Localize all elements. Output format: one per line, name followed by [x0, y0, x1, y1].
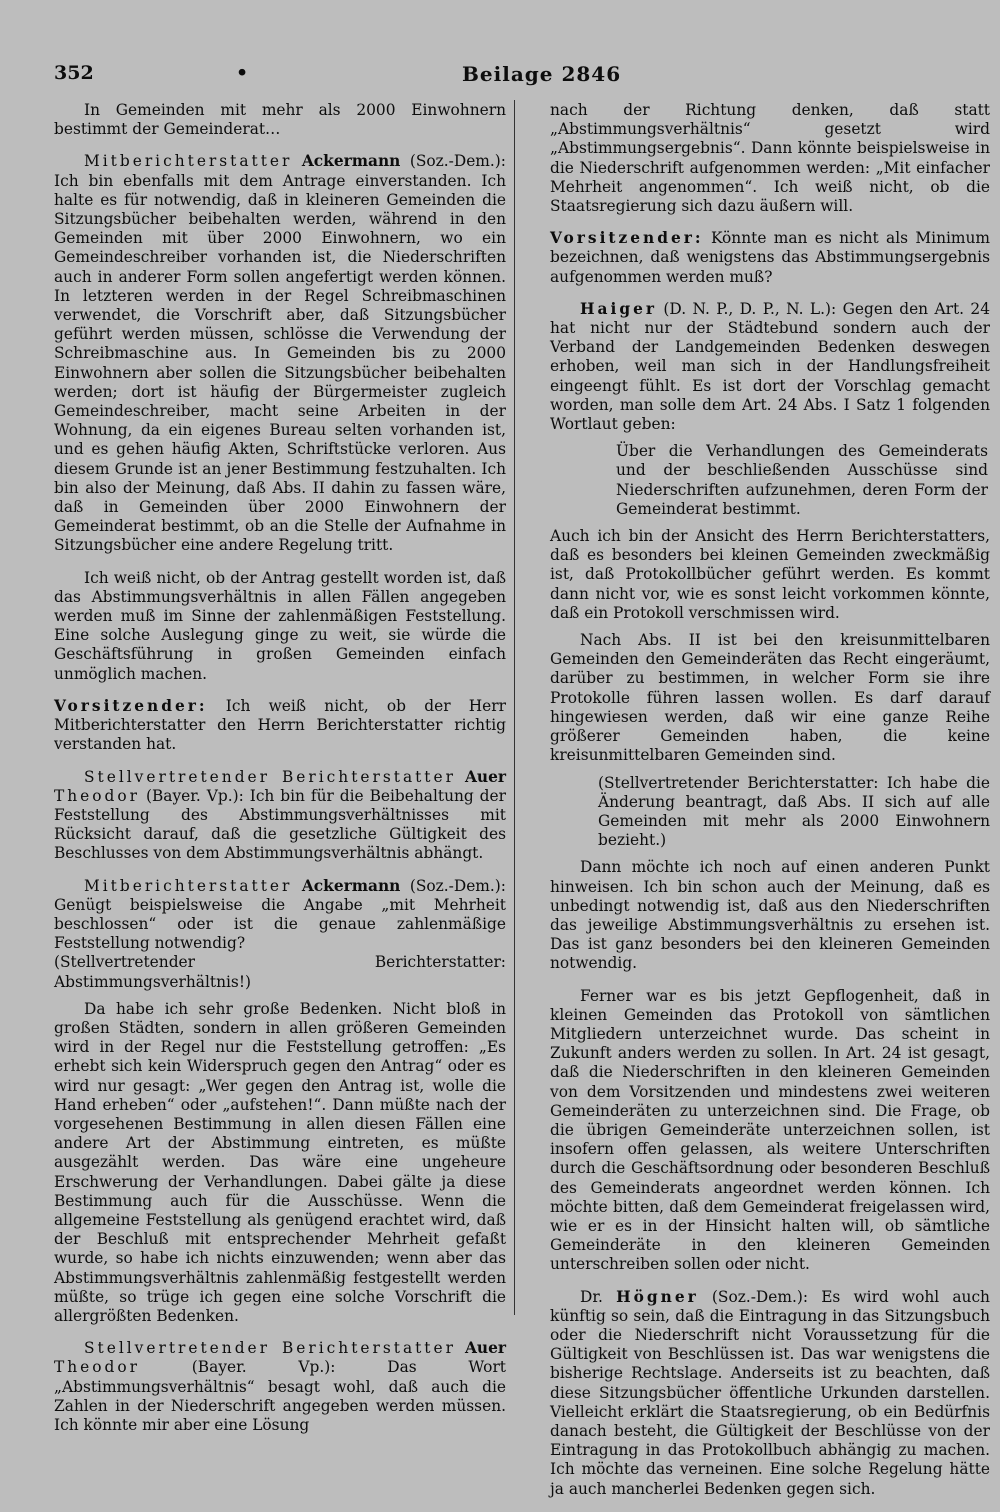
speaker-name: Vorsitzender:	[550, 229, 704, 248]
speaker-name: Haiger	[580, 299, 658, 318]
speech-text: Das Wort „Abstimmungsverhältnis“ besagt wohl, daß auch die Zahlen in der Niederschrift angegeben werden müssen. Ich könnte mir aber eine Lösung	[54, 1358, 506, 1434]
page-header	[0, 62, 1000, 96]
paragraph: Dann möchte ich noch auf einen anderen Punkt hinweisen. Ich bin schon auch der Meinung, daß es unbedingt notwendig ist, daß aus den Niederschriften das jeweilige Abstimmungsverhältnis zu ersehen ist. Das ist ganz besonders bei den kleineren Gemeinden notwendig.	[550, 858, 990, 973]
left-column	[54, 101, 506, 1448]
quoted-wording: Über die Verhandlungen des Gemeinderats und der beschließenden Ausschüsse sind Niederschriften aufzunehmen, deren Form der Gemeinderat bestimmt.	[616, 442, 988, 518]
speaker-role: Stellvertretender Berichterstatter	[84, 1339, 456, 1358]
speech-paragraph	[550, 229, 990, 287]
speech-text: Ich bin ebenfalls mit dem Antrage einverstanden. Ich halte es für notwendig, daß in kleineren Gemeinden die Sitzungsbücher beibehalten werden, während in den Gemeinden mit über 2000 Einwohnern, wo ein Gemeindeschreiber vorhanden ist, die Niederschriften auch in anderer Form sollen angefertigt werden können. In letzteren werden in der Regel Schreibmaschinen verwendet, die Vorschrift aber, daß Sitzungsbücher geführt werden müssen, schlösse die Verwendung der Schreibmaschine aus. In Gemeinden bis zu 2000 Einwohnern aber sollen die Sitzungsbücher beibehalten werden; dort ist häufig der Bürgermeister zugleich Gemeindeschreiber, macht seine Arbeiten in der Wohnung, da ein eigenes Bureau selten vorhanden ist, und es gehen häufig Akten, Schriftstücke verloren. Aus diesem Grunde ist an jener Bestimmung festzuhalten. Ich bin also der Meinung, daß Abs. II dahin zu fassen wäre, daß in Gemeinden über 2000 Einwohnern der Gemeinderat bestimmt, ob an die Stelle der Aufnahme in Sitzungsbücher eine andere Regelung tritt.	[54, 171, 506, 555]
speaker-party: (Bayer. Vp.):	[145, 786, 244, 805]
interjection: (Stellvertretender Berichterstatter: Abstimmungsverhältnis!)	[54, 953, 506, 991]
paragraph: Da habe ich sehr große Bedenken. Nicht bloß in großen Städten, sondern in allen größeren Gemeinden wird in der Regel nur die Feststellung getroffen: „Es erhebt sich kein Widerspruch gegen den Antrag“ oder es wird nur gesagt: „Wer gegen den Antrag ist, wolle die Hand erheben“ oder „aufstehen!“. Dann müßte nach der vorgesehenen Bestimmung in allen diesen Fällen eine andere Art der Abstimmung eintreten, es müßte ausgezählt werden. Das wäre eine ungeheure Erschwerung der Verhandlungen. Dabei gälte ja diese Bestimmung auch für die Ausschüsse. Wenn die allgemeine Feststellung als genügend erachtet wird, daß der Beschluß mit entsprechender Mehrheit gefaßt wurde, so habe ich nichts einzuwenden; wenn aber das Abstimmungsverhältnis zahlenmäßig festgestellt werden müßte, so trüge ich gegen eine solche Vorschrift die allergrößten Bedenken.	[54, 999, 506, 1325]
speaker-role: Stellvertretender Berichterstatter	[84, 767, 456, 786]
speaker-party: (Soz.-Dem.):	[711, 1287, 809, 1306]
speech-paragraph	[54, 1339, 506, 1435]
speaker-name: Ackermann	[301, 876, 401, 895]
speaker-name: Auer	[464, 1339, 506, 1358]
speaker-party: (Bayer. Vp.):	[191, 1358, 336, 1377]
speaker-first-name: Theodor	[54, 786, 141, 805]
paragraph: nach der Richtung denken, daß statt „Abstimmungsverhältnis“ gesetzt wird „Abstimmungsergebnis“. Dann könnte beispielsweise in die Niederschrift aufgenommen werden: „Mit einfacher Mehrheit angenommen“. Ich weiß nicht, ob die Staatsregierung sich dazu äußern will.	[550, 101, 990, 216]
speaker-role: Mitberichterstatter	[84, 152, 293, 171]
paragraph: Nach Abs. II ist bei den kreisunmittelbaren Gemeinden den Gemeinderäten das Recht eingeräumt, darüber zu bestimmen, in welcher Form sie ihre Protokolle führen lassen wollen. Es darf darauf hingewiesen werden, daß wir eine ganze Reihe größerer Gemeinden haben, die keine kreisunmittelbaren Gemeinden sind.	[550, 631, 990, 765]
speech-text: Ich bin für die Beibehaltung der Feststellung des Abstimmungsverhältnisses mit Rücksicht darauf, daß die gesetzliche Gültigkeit des Beschlusses von dem Abstimmungsverhältnis abhängt.	[54, 786, 506, 863]
speech-text: Genügt beispielsweise die Angabe „mit Mehrheit beschlossen“ oder ist die genaue zahlenmäßige Feststellung notwendig?	[54, 895, 506, 953]
paragraph: Auch ich bin der Ansicht des Herrn Berichterstatters, daß es besonders bei kleinen Gemeinden zweckmäßig ist, daß Protokollbücher geführt werden. Es kommt dann nicht vor, wie es sonst leicht vorkommen könnte, daß ein Protokoll verschmissen wird.	[550, 527, 990, 622]
speech-text: Es wird wohl auch künftig so sein, daß die Eintragung in das Sitzungsbuch oder die Niederschrift nicht Voraussetzung für die Gültigkeit von Beschlüssen ist. Das war wenigstens die bisherige Rechtslage. Anderseits ist zu beachten, daß diese Sitzungsbücher öffentliche Urkunden darstellen. Vielleicht erklärt die Staatsregierung, ob ein Bedürfnis danach besteht, die Gültigkeit der Beschlüsse von der Eintragung in das Protokollbuch abhängig zu machen. Ich möchte das verneinen. Eine solche Regelung hätte ja auch mancherlei Bedenken gegen sich.	[550, 1287, 990, 1498]
header-dot: •	[236, 62, 249, 84]
page-number: 352	[54, 62, 94, 84]
speaker-first-name: Theodor	[54, 1358, 141, 1377]
speech-paragraph	[54, 152, 506, 555]
speech-paragraph	[550, 1288, 990, 1499]
speech-paragraph	[550, 300, 990, 434]
speaker-party: (Soz.-Dem.):	[409, 876, 506, 895]
speaker-name: Ackermann	[301, 152, 401, 171]
speech-paragraph	[54, 697, 506, 755]
speech-text: Könnte man es nicht als Minimum bezeichnen, daß wenigstens das Abstimmungsergebnis aufgenommen werden muß?	[550, 229, 990, 286]
speaker-party: (D. N. P., D. P., N. L.):	[663, 299, 837, 318]
speech-paragraph	[54, 877, 506, 954]
speaker-role: Mitberichterstatter	[84, 876, 293, 895]
speech-text: Gegen den Art. 24 hat nicht nur der Städtebund sondern auch der Verband der Landgemeinden Bedenken deswegen erhoben, weil man sich in der Handlungsfreiheit eingeengt fühlt. Es ist dort der Vorschlag gemacht worden, man solle dem Art. 24 Abs. I Satz 1 folgenden Wortlaut geben:	[550, 299, 990, 434]
interjection: (Stellvertretender Berichterstatter: Ich habe die Änderung beantragt, daß Abs. II sich auf alle Gemeinden mit mehr als 2000 Einwohnern bezieht.)	[598, 773, 990, 850]
speech-text: Ich weiß nicht, ob der Herr Mitberichterstatter den Herrn Berichterstatter richtig verstanden hat.	[54, 696, 506, 754]
speaker-name: Vorsitzender:	[54, 696, 208, 715]
speaker-name: Högner	[616, 1287, 699, 1306]
speaker-name: Auer	[464, 767, 506, 786]
speaker-title: Dr.	[580, 1287, 603, 1306]
column-divider	[514, 100, 515, 1315]
speaker-party: (Soz.-Dem.):	[409, 152, 506, 171]
paragraph: In Gemeinden mit mehr als 2000 Einwohnern bestimmt der Gemeinderat…	[54, 101, 506, 139]
paragraph: Ich weiß nicht, ob der Antrag gestellt worden ist, daß das Abstimmungsverhältnis in allen Fällen angegeben werden muß im Sinne der zahlenmäßigen Feststellung. Eine solche Auslegung ginge zu weit, sie würde die Geschäftsführung in großen Gemeinden einfach unmöglich machen.	[54, 568, 506, 683]
right-column	[550, 101, 990, 1512]
paragraph: Ferner war es bis jetzt Gepflogenheit, daß in kleinen Gemeinden das Protokoll von sämtlichen Mitgliedern unterzeichnet wurde. Das scheint in Zukunft anders werden zu sollen. In Art. 24 ist gesagt, daß die Niederschriften in den kleineren Gemeinden von dem Vorsitzenden und mindestens zwei weiteren Gemeinderäten zu unterzeichnen sind. Die Frage, ob die übrigen Gemeinderäte unterzeichnen sollen, ist insofern offen gelassen, als weitere Unterschriften durch die Geschäftsordnung oder besonderen Beschluß des Gemeinderats angeordnet werden können. Ich möchte bitten, daß dem Gemeinderat freigelassen wird, wie er es in der Hinsicht halten will, ob sämtliche Gemeinderäte in den kleineren Gemeinden unterschreiben sollen oder nicht.	[550, 986, 990, 1274]
speech-paragraph	[54, 768, 506, 864]
page-title: Beilage 2846	[462, 62, 622, 86]
